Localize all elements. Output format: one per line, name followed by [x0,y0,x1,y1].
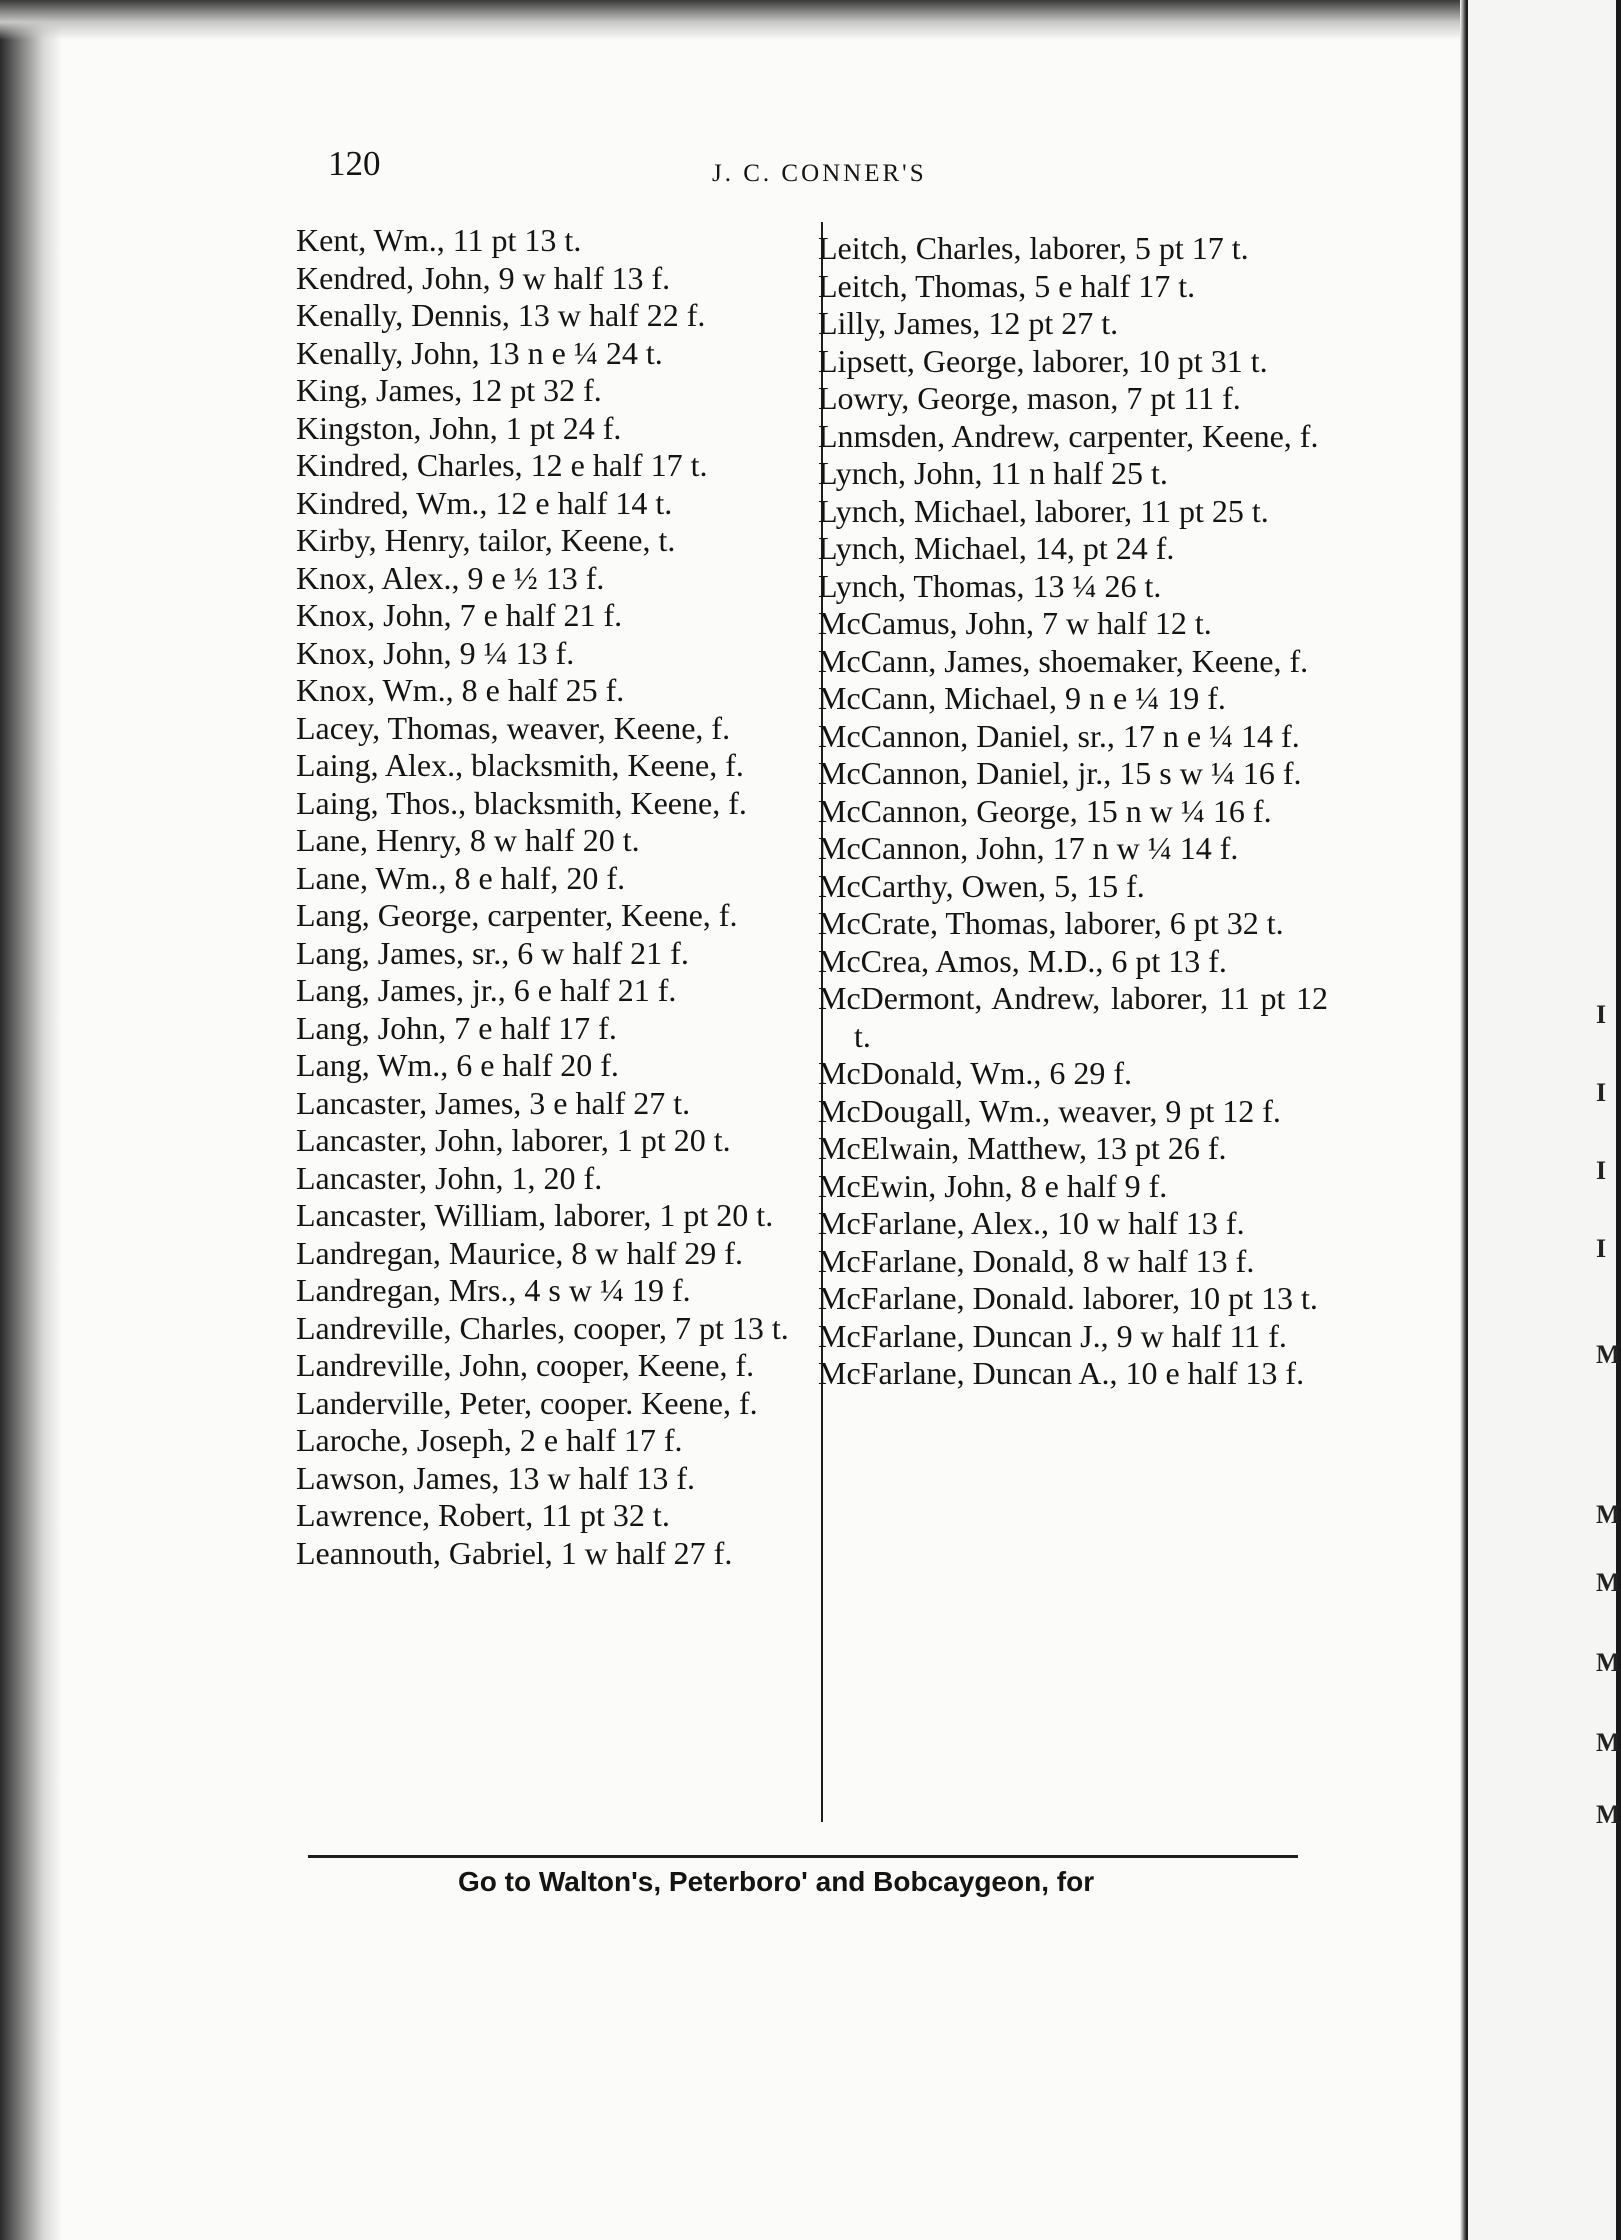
directory-entry: Lang, Wm., 6 e half 20 f. [296,1047,619,1083]
directory-entry: Kindred, Charles, 12 e half 17 t. [296,447,708,483]
directory-entry: Kenally, Dennis, 13 w half 22 f. [296,297,706,333]
page-shadow-top [0,0,1468,40]
page-shadow-left [0,0,62,2240]
directory-entry: Landerville, Peter, cooper. Keene, f. [296,1384,758,1421]
directory-entry: McCrea, Amos, M.D., 6 pt 13 f. [818,942,1227,979]
directory-entry: Laing, Thos., blacksmith, Keene, f. [296,784,747,821]
directory-entry: Leitch, Charles, laborer, 5 pt 17 t. [818,230,1249,266]
edge-letter: M [1596,1800,1621,1829]
directory-entry: Landregan, Maurice, 8 w half 29 f. [296,1234,743,1271]
directory-entry: McFarlane, Duncan A., 10 e half 13 f. [818,1355,1305,1391]
directory-entry: Kendred, John, 9 w half 13 f. [296,259,671,296]
directory-entry: Knox, John, 9 ¼ 13 f. [296,634,575,671]
edge-letter: I [1596,1234,1607,1263]
left-column [296,222,816,1572]
directory-entry: Kenally, John, 13 n e ¼ 24 t. [296,334,663,371]
directory-entry: Lancaster, James, 3 e half 27 t. [296,1084,691,1121]
running-head: J. C. CONNER'S [712,160,927,187]
directory-entry: McFarlane, Duncan J., 9 w half 11 f. [818,1317,1287,1354]
directory-entry: McFarlane, Donald, 8 w half 13 f. [818,1242,1255,1279]
directory-entry: Landreville, Charles, cooper, 7 pt 13 t. [296,1309,789,1346]
directory-entry: McElwain, Matthew, 13 pt 26 f. [818,1130,1227,1166]
right-column [818,230,1328,1393]
footer-rule [308,1855,1298,1858]
edge-letter: M [1596,1648,1621,1677]
edge-letter: I [1596,1156,1607,1185]
directory-entry: Landregan, Mrs., 4 s w ¼ 19 f. [296,1272,691,1308]
directory-entry: Lawrence, Robert, 11 pt 32 t. [296,1497,670,1533]
directory-entry: Lancaster, John, laborer, 1 pt 20 t. [296,1122,731,1158]
directory-entry: Laing, Alex., blacksmith, Keene, f. [296,747,744,783]
edge-letter: M [1596,1340,1621,1369]
directory-entry: Lane, Wm., 8 e half, 20 f. [296,859,626,896]
directory-entry: McFarlane, Donald. laborer, 10 pt 13 t. [818,1280,1318,1316]
directory-entry: Lancaster, William, laborer, 1 pt 20 t. [296,1197,774,1233]
directory-entry: Lang, John, 7 e half 17 f. [296,1009,617,1046]
directory-entry: Knox, John, 7 e half 21 f. [296,597,623,633]
directory-entry: McEwin, John, 8 e half 9 f. [818,1167,1168,1204]
directory-entry: Kingston, John, 1 pt 24 f. [296,409,622,446]
directory-entry: Lancaster, John, 1, 20 f. [296,1159,603,1196]
directory-entry: Lowry, George, mason, 7 pt 11 f. [818,380,1241,416]
directory-entry: Lynch, Michael, 14, pt 24 f. [818,530,1175,566]
directory-entry: McCann, James, shoemaker, Keene, f. [818,642,1309,679]
directory-entry: McDermont, Andrew, laborer, 11 pt 12 t. [818,980,1328,1054]
directory-entry: Lynch, Thomas, 13 ¼ 26 t. [818,567,1162,604]
directory-entry: McCrate, Thomas, laborer, 6 pt 32 t. [818,905,1284,941]
directory-entry: Leannouth, Gabriel, 1 w half 27 f. [296,1534,733,1571]
directory-entry: Kirby, Henry, tailor, Keene, t. [296,522,676,558]
edge-letter: I [1596,1078,1607,1107]
directory-entry: Leitch, Thomas, 5 e half 17 t. [818,267,1196,304]
directory-entry: McCann, Michael, 9 n e ¼ 19 f. [818,680,1226,716]
directory-entry: Lang, George, carpenter, Keene, f. [296,897,738,933]
directory-entry: Kent, Wm., 11 pt 13 t. [296,222,582,258]
directory-entry: Lilly, James, 12 pt 27 t. [818,305,1119,341]
page-number: 120 [328,144,381,183]
directory-entry: Lang, James, sr., 6 w half 21 f. [296,934,689,971]
directory-entry: McCamus, John, 7 w half 12 t. [818,605,1212,641]
directory-entry: Laroche, Joseph, 2 e half 17 f. [296,1422,683,1458]
directory-entry: McDougall, Wm., weaver, 9 pt 12 f. [818,1092,1281,1129]
footer-advertisement: Go to Walton's, Peterboro' and Bobcaygeon, for [458,1866,1095,1897]
directory-entry: McCannon, Daniel, sr., 17 n e ¼ 14 f. [818,717,1300,754]
directory-entry: Knox, Wm., 8 e half 25 f. [296,672,625,708]
directory-entry: McFarlane, Alex., 10 w half 13 f. [818,1205,1245,1241]
directory-entry: McCannon, Daniel, jr., 15 s w ¼ 16 f. [818,755,1302,791]
directory-entry: Lang, James, jr., 6 e half 21 f. [296,972,677,1008]
adjacent-page-edge [1468,0,1616,2240]
directory-entry: King, James, 12 pt 32 f. [296,372,602,408]
directory-entry: Knox, Alex., 9 e ½ 13 f. [296,559,605,596]
directory-entry: McDonald, Wm., 6 29 f. [818,1055,1133,1091]
edge-letter: M [1596,1728,1621,1757]
directory-entry: Lane, Henry, 8 w half 20 t. [296,822,640,858]
directory-entry: Lynch, Michael, laborer, 11 pt 25 t. [818,492,1269,529]
directory-entry: Lnmsden, Andrew, carpenter, Keene, f. [818,417,1319,454]
directory-entry: Landreville, John, cooper, Keene, f. [296,1347,755,1383]
directory-entry: Lipsett, George, laborer, 10 pt 31 t. [818,342,1268,379]
edge-letter: M [1596,1500,1621,1529]
directory-entry: McCannon, George, 15 n w ¼ 16 f. [818,792,1272,829]
edge-letter: I [1596,1000,1607,1029]
directory-entry: McCarthy, Owen, 5, 15 f. [818,867,1145,904]
directory-entry: McCannon, John, 17 n w ¼ 14 f. [818,830,1239,866]
edge-letter: M [1596,1568,1621,1597]
directory-entry: Lynch, John, 11 n half 25 t. [818,455,1168,491]
directory-entry: Lawson, James, 13 w half 13 f. [296,1459,696,1496]
directory-entry: Kindred, Wm., 12 e half 14 t. [296,484,673,521]
directory-entry: Lacey, Thomas, weaver, Keene, f. [296,709,731,746]
